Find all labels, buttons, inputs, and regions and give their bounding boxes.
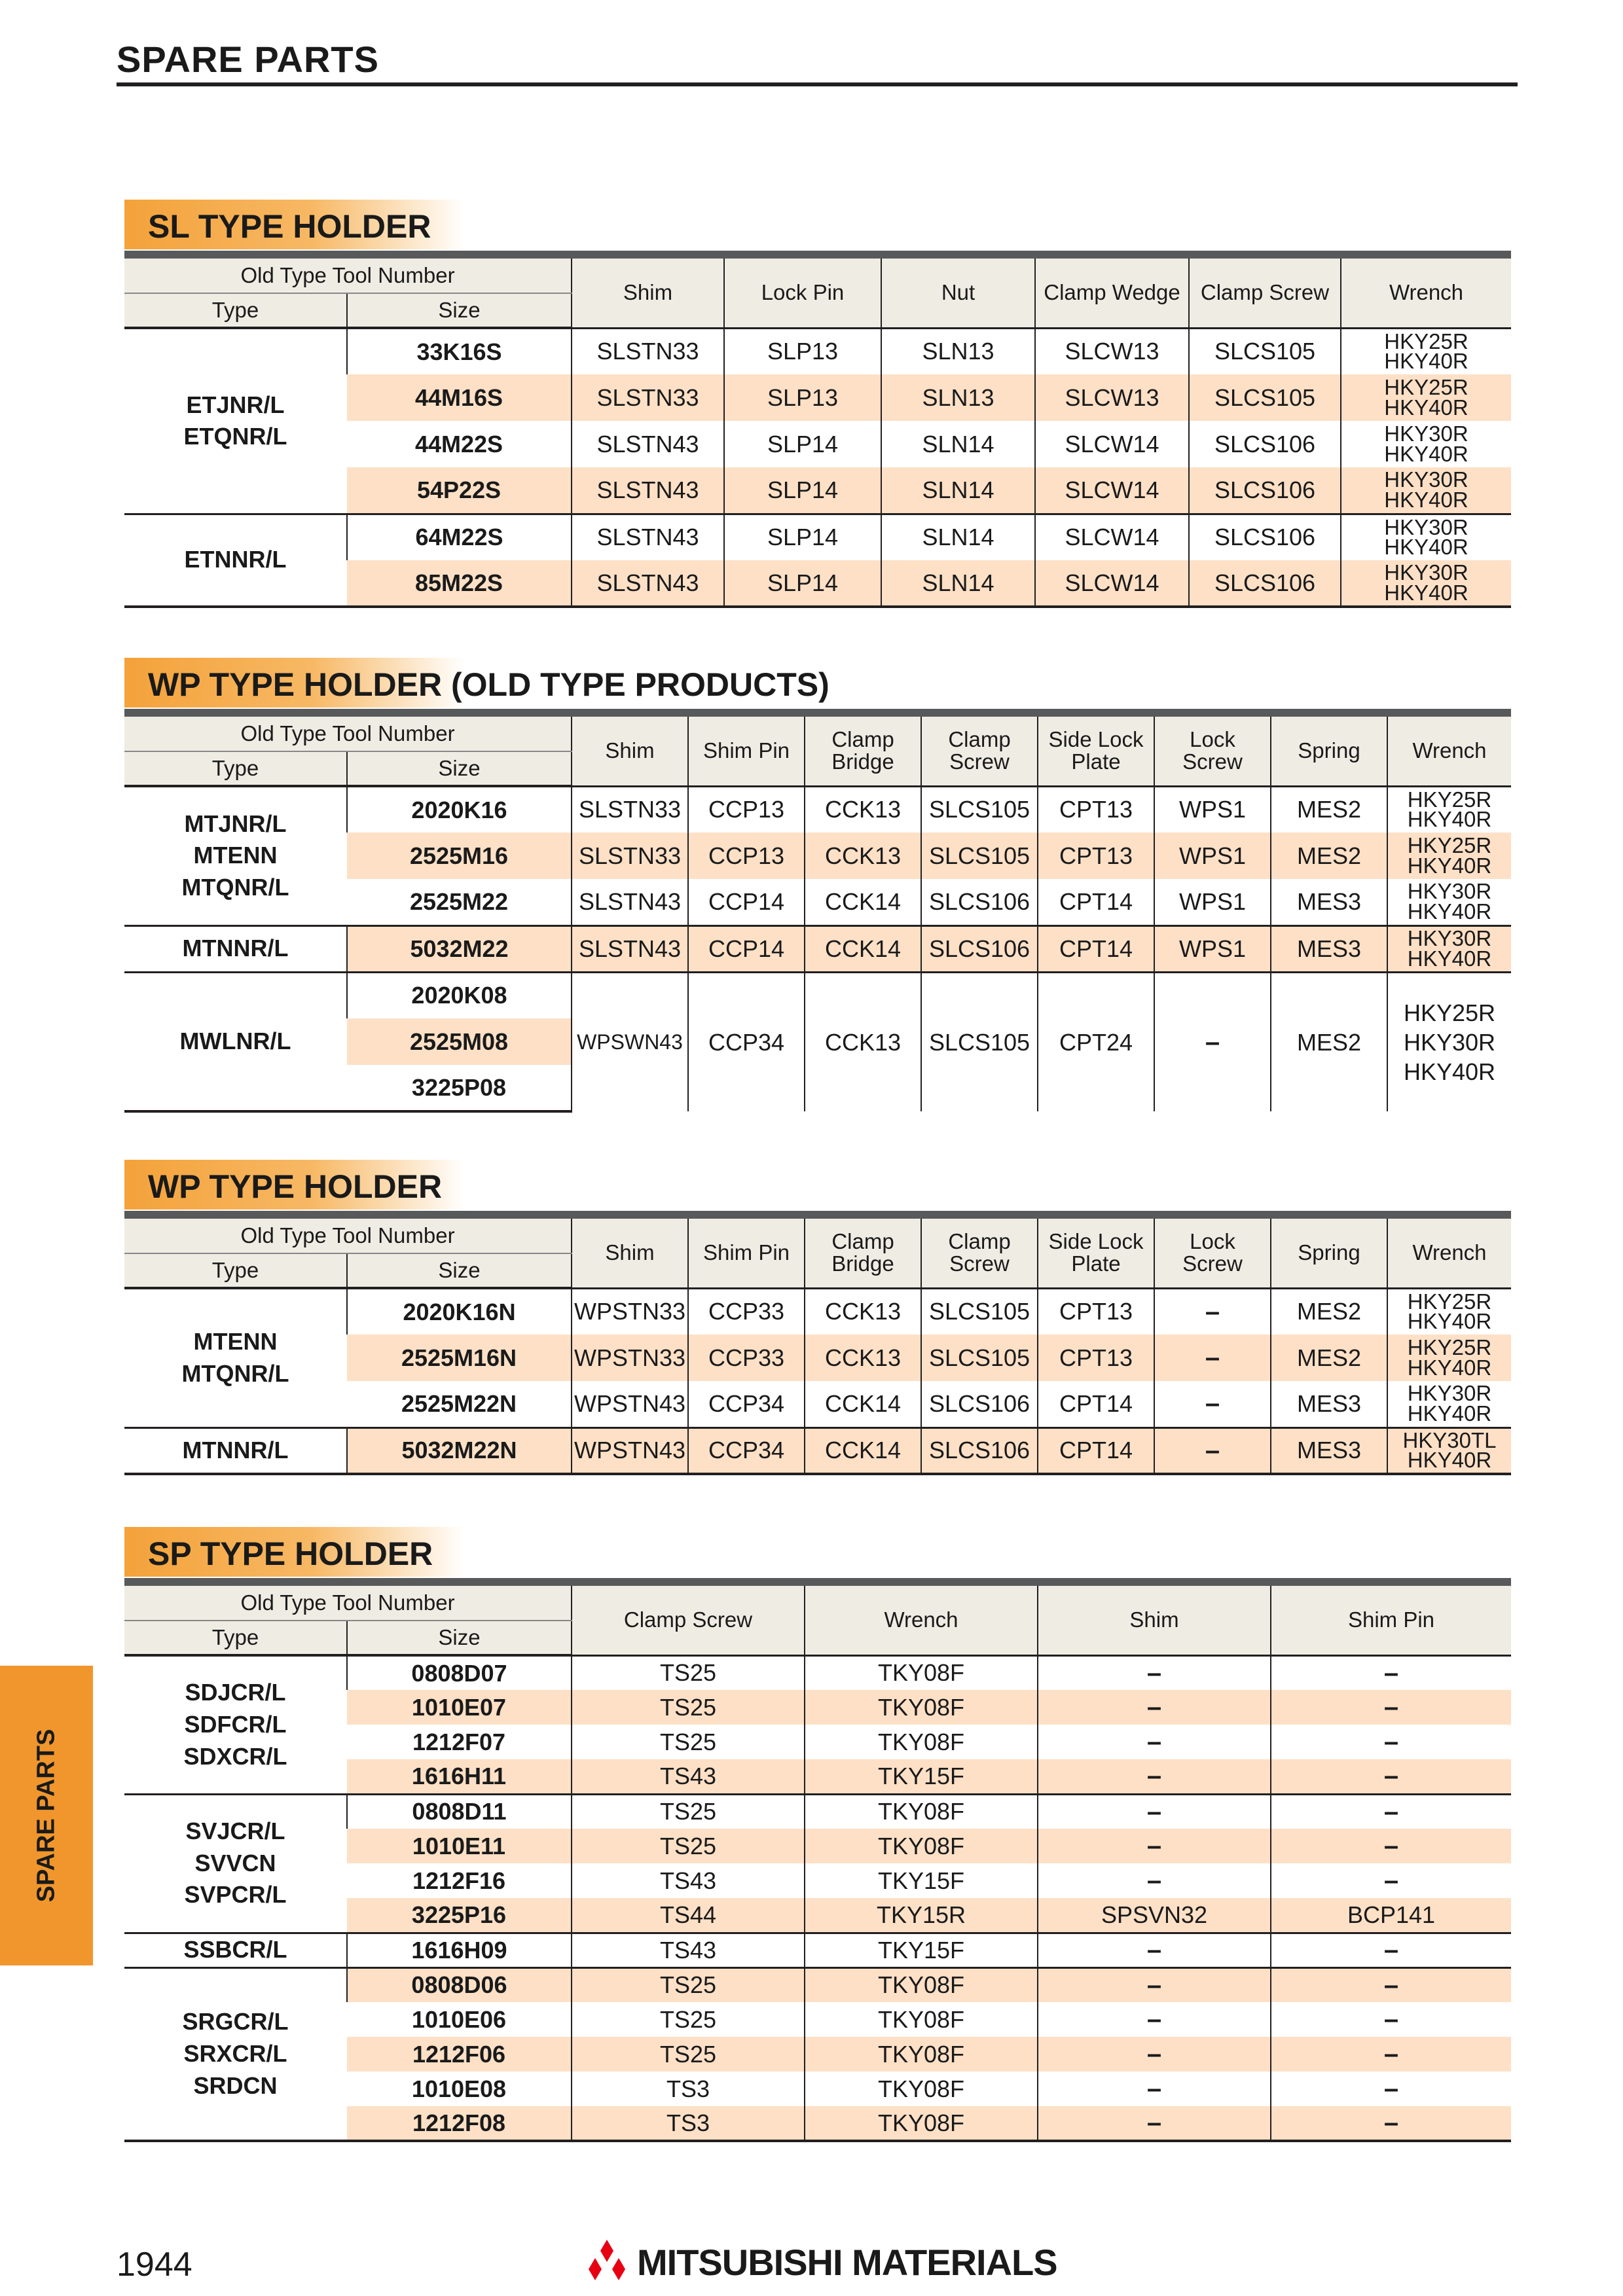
header-clamp-screw: Clamp Screw [1189,259,1341,328]
header-wrench: Wrench [805,1586,1038,1655]
part-cell-merged: CPT24 [1038,972,1154,1111]
section-title [124,200,465,249]
part-cell: HKY30TL HKY40R [1387,1427,1511,1474]
part-cell: SLCW14 [1035,560,1189,607]
header-wrench: Wrench [1387,1219,1511,1288]
part-cell: SLCS106 [921,1381,1038,1427]
type-cell: MTNNR/L [124,1427,347,1474]
part-cell: TS25 [572,1655,805,1690]
part-cell: SLP14 [724,560,881,607]
type-cell: ETNNR/L [124,514,347,607]
header-shim-pin: Shim Pin [1271,1586,1511,1655]
part-cell: BCP141 [1271,1898,1511,1933]
part-cell: HKY30R HKY40R [1387,925,1511,972]
header-size: Size [347,1621,572,1655]
part-cell: HKY25R HKY40R [1341,328,1511,374]
header-clamp-screw: Clamp Screw [921,717,1038,786]
part-cell: MES2 [1271,833,1387,879]
table-row [124,1794,1511,1829]
part-cell: TKY15R [805,1898,1038,1933]
part-cell: WPSTN33 [572,1288,688,1335]
part-cell: – [1038,2106,1271,2141]
header-shim: Shim [572,1219,688,1288]
part-cell: TS25 [572,1725,805,1759]
parts-table [124,1586,1511,2142]
size-cell: 44M16S [347,374,572,421]
part-cell: HKY30R HKY40R [1341,467,1511,514]
part-cell: TS43 [572,1863,805,1898]
type-cell: SSBCR/L [124,1933,347,1967]
size-cell: 5032M22 [347,925,572,972]
part-cell: CCK13 [805,786,921,833]
table-row [124,514,1511,560]
part-cell: SLSTN33 [572,374,724,421]
part-cell: – [1154,1381,1271,1427]
section-bar [124,1211,1511,1219]
size-cell: 54P22S [347,467,572,514]
section-title-text: WP TYPE HOLDER [148,1168,443,1205]
part-cell: CCK13 [805,1335,921,1381]
header-nut: Nut [881,259,1035,328]
size-cell: 2525M08 [347,1018,572,1065]
section-title-text: SP TYPE HOLDER [148,1535,433,1572]
part-cell-merged: CCK13 [805,972,921,1111]
part-cell: CCP13 [688,833,805,879]
part-cell: SLSTN43 [572,514,724,560]
size-cell: 1010E06 [411,2005,507,2033]
size-cell: 1212F08 [347,2106,572,2141]
part-cell: – [1154,1427,1271,1474]
size-cell: 1616H09 [347,1933,572,1967]
size-cell: 2525M16N [347,1335,572,1381]
part-cell: – [1038,1655,1271,1690]
page-number: 1944 [117,2246,192,2284]
header-clamp-bridge: Clamp Bridge [805,717,921,786]
part-cell: HKY30R HKY40R [1387,1381,1511,1427]
part-cell: MES2 [1271,786,1387,833]
side-tab[interactable] [0,1666,93,1965]
size-cell: 2020K08 [347,972,572,1018]
type-cell: MTENN MTQNR/L [181,1328,289,1387]
part-cell: TKY15F [805,1863,1038,1898]
type-cell: SVJCR/L SVVCN SVPCR/L [124,1794,347,1933]
size-cell: 64M22S [347,514,572,560]
section-title-text: SL TYPE HOLDER [148,208,431,245]
part-cell: SLSTN33 [572,786,688,833]
page-title: SPARE PARTS [117,39,379,80]
part-cell: SLCS105 [1189,374,1341,421]
header-type: Type [124,1621,347,1655]
part-cell: TS25 [572,1794,805,1829]
part-cell: SLN13 [881,374,1035,421]
part-cell: CCP34 [688,1381,805,1427]
part-cell-merged: MES2 [1271,972,1387,1111]
header-old-type-tool-number: Old Type Tool Number [124,259,572,293]
size-cell: 0808D06 [347,1967,572,2002]
size-cell: 1212F16 [412,1867,506,1894]
header-size: Size [347,1253,572,1288]
section-bar [124,1578,1511,1586]
part-cell: WPS1 [1154,833,1271,879]
header-spring: Spring [1271,717,1387,786]
part-cell: TKY15F [805,1759,1038,1794]
header-lock-screw: Lock Screw [1154,717,1271,786]
part-cell: SLSTN43 [572,879,688,925]
part-cell: HKY25R HKY40R [1387,1335,1511,1381]
parts-table [124,259,1511,608]
part-cell: TKY08F [805,2002,1038,2037]
part-cell: – [1271,1655,1511,1690]
size-cell: 1616H11 [347,1759,572,1794]
part-cell: SLN14 [881,560,1035,607]
part-cell: SLP13 [724,328,881,374]
part-cell: SLCS106 [1189,467,1341,514]
part-cell: SLSTN43 [572,467,724,514]
part-cell: WPS1 [1154,879,1271,925]
header-shim: Shim [572,717,688,786]
part-cell-merged: WPSWN43 [572,972,688,1111]
table-row [124,925,1511,972]
size-cell: 5032M22N [347,1427,572,1474]
size-cell: 1010E11 [347,1829,572,1863]
part-cell: TKY08F [805,1655,1038,1690]
section-title [124,658,830,708]
part-cell: TKY08F [805,1690,1038,1725]
size-cell: 2525M22 [409,888,509,915]
header-spring: Spring [1271,1219,1387,1288]
part-cell: CPT14 [1038,1427,1154,1474]
part-cell: CCP33 [688,1288,805,1335]
part-cell: TS25 [572,2037,805,2072]
part-cell: CPT14 [1038,925,1154,972]
header-old-type-tool-number: Old Type Tool Number [124,717,572,751]
type-cell: ETJNR/L ETQNR/L [183,391,287,450]
part-cell: SLP14 [724,421,881,467]
header-old-type-tool-number: Old Type Tool Number [124,1219,572,1253]
part-cell: TS44 [572,1898,805,1933]
part-cell: – [1271,1690,1511,1725]
part-cell: – [1271,2106,1511,2141]
part-cell: WPS1 [1154,925,1271,972]
part-cell-merged: HKY25R HKY30R HKY40R [1387,972,1511,1111]
header-type: Type [124,293,347,328]
size-cell: 2525M22N [401,1390,517,1417]
header-lock-pin: Lock Pin [724,259,881,328]
part-cell: SLCS106 [921,925,1038,972]
header-lock-screw: Lock Screw [1154,1219,1271,1288]
part-cell: HKY25R HKY40R [1387,1288,1511,1335]
part-cell: CCK14 [805,925,921,972]
part-cell: SLP13 [724,374,881,421]
header-wrench: Wrench [1387,717,1511,786]
mitsubishi-diamonds-icon [586,2240,628,2280]
part-cell: TKY08F [805,1794,1038,1829]
part-cell: TS25 [572,1690,805,1725]
part-cell: HKY25R HKY40R [1387,833,1511,879]
part-cell: – [1154,1335,1271,1381]
part-cell: SPSVN32 [1038,1898,1271,1933]
section-title-text: WP TYPE HOLDER (OLD TYPE PRODUCTS) [148,666,830,703]
part-cell: – [1038,2037,1271,2072]
part-cell: CCP34 [688,1427,805,1474]
part-cell: – [1038,1863,1271,1898]
part-cell: SLCS106 [1189,514,1341,560]
size-cell: 0808D07 [347,1655,572,1690]
part-cell: – [1154,1288,1271,1335]
size-cell: 33K16S [347,328,572,374]
header-clamp-screw: Clamp Screw [572,1586,805,1655]
part-cell: SLSTN33 [572,833,688,879]
part-cell: SLSTN33 [572,328,724,374]
part-cell: SLCW13 [1035,374,1189,421]
part-cell: WPS1 [1154,786,1271,833]
header-size: Size [347,751,572,786]
header-old-type-tool-number: Old Type Tool Number [124,1586,572,1621]
table-row [124,1967,1511,2002]
title-rule [117,82,1518,86]
header-type: Type [124,1253,347,1288]
part-cell: CCK14 [805,1427,921,1474]
part-cell: WPSTN43 [572,1381,688,1427]
part-cell: SLCS105 [921,1335,1038,1381]
part-cell: – [1271,2037,1511,2072]
size-cell: 3225P16 [347,1898,572,1933]
part-cell: CCK13 [805,833,921,879]
part-cell: TS25 [572,2002,805,2037]
section-title [124,1160,465,1210]
part-cell: CCP13 [688,786,805,833]
type-cell: MTJNR/L MTENN MTQNR/L [181,810,289,901]
header-size: Size [347,293,572,328]
part-cell: TKY08F [805,2072,1038,2106]
part-cell: – [1271,1967,1511,2002]
parts-table [124,717,1511,1113]
part-cell: TS25 [572,1829,805,1863]
header-wrench: Wrench [1341,259,1511,328]
part-cell: MES2 [1271,1288,1387,1335]
part-cell: SLCS105 [1189,328,1341,374]
header-clamp-bridge: Clamp Bridge [805,1219,921,1288]
part-cell: SLSTN43 [572,925,688,972]
part-cell: HKY25R HKY40R [1341,374,1511,421]
type-cell: SRGCR/L SRXCR/L SRDCN [124,1967,347,2141]
part-cell: CCK14 [805,1381,921,1427]
type-cell: MWLNR/L [124,972,347,1111]
part-cell: SLN14 [881,467,1035,514]
part-cell: HKY30R HKY40R [1341,421,1511,467]
part-cell: TKY08F [805,2037,1038,2072]
header-clamp-screw: Clamp Screw [921,1219,1038,1288]
part-cell: SLCS106 [1189,421,1341,467]
section-bar [124,251,1511,259]
part-cell: WPSTN43 [572,1427,688,1474]
part-cell: – [1038,1967,1271,2002]
part-cell: SLCS106 [921,1427,1038,1474]
size-cell: 2525M16 [347,833,572,879]
table-row [124,1427,1511,1474]
size-cell: 44M22S [414,430,503,457]
header-type: Type [124,751,347,786]
type-cell: SDJCR/L SDFCR/L SDXCR/L [183,1679,287,1770]
part-cell: SLCS105 [921,786,1038,833]
header-shim-pin: Shim Pin [688,717,805,786]
table-row [124,328,1511,374]
size-cell: 2020K16N [347,1288,572,1335]
table-row [124,972,1511,1018]
part-cell: MES2 [1271,1335,1387,1381]
part-cell: WPSTN33 [572,1335,688,1381]
part-cell: MES3 [1271,1427,1387,1474]
part-cell: SLCS105 [921,1288,1038,1335]
part-cell: MES3 [1271,925,1387,972]
part-cell: – [1271,2072,1511,2106]
brand-name: MITSUBISHI MATERIALS [637,2242,1057,2283]
part-cell: SLP14 [724,514,881,560]
part-cell: TS3 [572,2072,805,2106]
part-cell: – [1271,1933,1511,1967]
part-cell: CPT14 [1038,879,1154,925]
part-cell: TS25 [572,1967,805,2002]
part-cell: SLCW14 [1035,514,1189,560]
part-cell: – [1038,1759,1271,1794]
part-cell: – [1271,2002,1511,2037]
part-cell: CCK14 [805,879,921,925]
part-cell: MES3 [1271,879,1387,925]
header-shim: Shim [1038,1586,1271,1655]
header-clamp-wedge: Clamp Wedge [1035,259,1189,328]
type-cell: MTNNR/L [124,925,347,972]
size-cell: 1010E07 [347,1690,572,1725]
part-cell: SLN13 [881,328,1035,374]
table-row [124,1933,1511,1967]
part-cell: CPT14 [1038,1381,1154,1427]
side-tab-label: SPARE PARTS [32,1729,60,1903]
size-cell: 3225P08 [347,1065,572,1111]
part-cell: – [1271,1759,1511,1794]
part-cell: TKY08F [805,1725,1038,1759]
part-cell: – [1271,1725,1511,1759]
size-cell: 1212F06 [347,2037,572,2072]
part-cell-merged: – [1154,972,1271,1111]
part-cell: – [1038,1829,1271,1863]
part-cell: SLSTN43 [572,421,724,467]
part-cell: CCP14 [688,879,805,925]
part-cell: – [1038,1725,1271,1759]
part-cell: TS43 [572,1933,805,1967]
header-side-lock-plate: Side Lock Plate [1038,717,1154,786]
part-cell: – [1271,1829,1511,1863]
part-cell: TKY08F [805,1967,1038,2002]
size-cell: 2020K16 [347,786,572,833]
parts-table [124,1219,1511,1475]
part-cell-merged: SLCS105 [921,972,1038,1111]
section-bar [124,709,1511,717]
part-cell: SLCW13 [1035,328,1189,374]
part-cell: TKY08F [805,2106,1038,2141]
part-cell: HKY30R HKY40R [1387,879,1511,925]
part-cell: – [1038,1933,1271,1967]
table-row [124,1655,1511,1690]
table-row [124,1288,1511,1335]
part-cell: SLCS106 [921,879,1038,925]
size-cell: 85M22S [347,560,572,607]
part-cell: – [1038,2002,1271,2037]
part-cell: CCP14 [688,925,805,972]
header-shim-pin: Shim Pin [688,1219,805,1288]
part-cell-merged: CCP34 [688,972,805,1111]
part-cell: – [1271,1863,1511,1898]
part-cell: SLCW14 [1035,467,1189,514]
part-cell: SLN14 [881,421,1035,467]
part-cell: CPT13 [1038,1288,1154,1335]
section-title [124,1527,465,1577]
part-cell: TS43 [572,1759,805,1794]
part-cell: CPT13 [1038,833,1154,879]
part-cell: – [1038,1690,1271,1725]
size-cell: 1212F07 [412,1728,506,1755]
part-cell: – [1038,1794,1271,1829]
header-side-lock-plate: Side Lock Plate [1038,1219,1154,1288]
part-cell: SLCS106 [1189,560,1341,607]
part-cell: CPT13 [1038,1335,1154,1381]
part-cell: HKY25R HKY40R [1387,786,1511,833]
part-cell: SLN14 [881,514,1035,560]
table-row [124,786,1511,833]
part-cell: CPT13 [1038,786,1154,833]
part-cell: – [1038,2072,1271,2106]
part-cell: CCK13 [805,1288,921,1335]
part-cell: SLP14 [724,467,881,514]
size-cell: 0808D11 [347,1794,572,1829]
part-cell: SLSTN43 [572,560,724,607]
part-cell: SLCS105 [921,833,1038,879]
part-cell: TS3 [572,2106,805,2141]
part-cell: CCP33 [688,1335,805,1381]
size-cell: 1010E08 [411,2075,507,2102]
header-shim: Shim [572,259,724,328]
part-cell: TKY08F [805,1829,1038,1863]
part-cell: – [1271,1794,1511,1829]
part-cell: HKY30R HKY40R [1341,560,1511,607]
part-cell: SLCW14 [1035,421,1189,467]
part-cell: MES3 [1271,1381,1387,1427]
part-cell: HKY30R HKY40R [1341,514,1511,560]
part-cell: TKY15F [805,1933,1038,1967]
